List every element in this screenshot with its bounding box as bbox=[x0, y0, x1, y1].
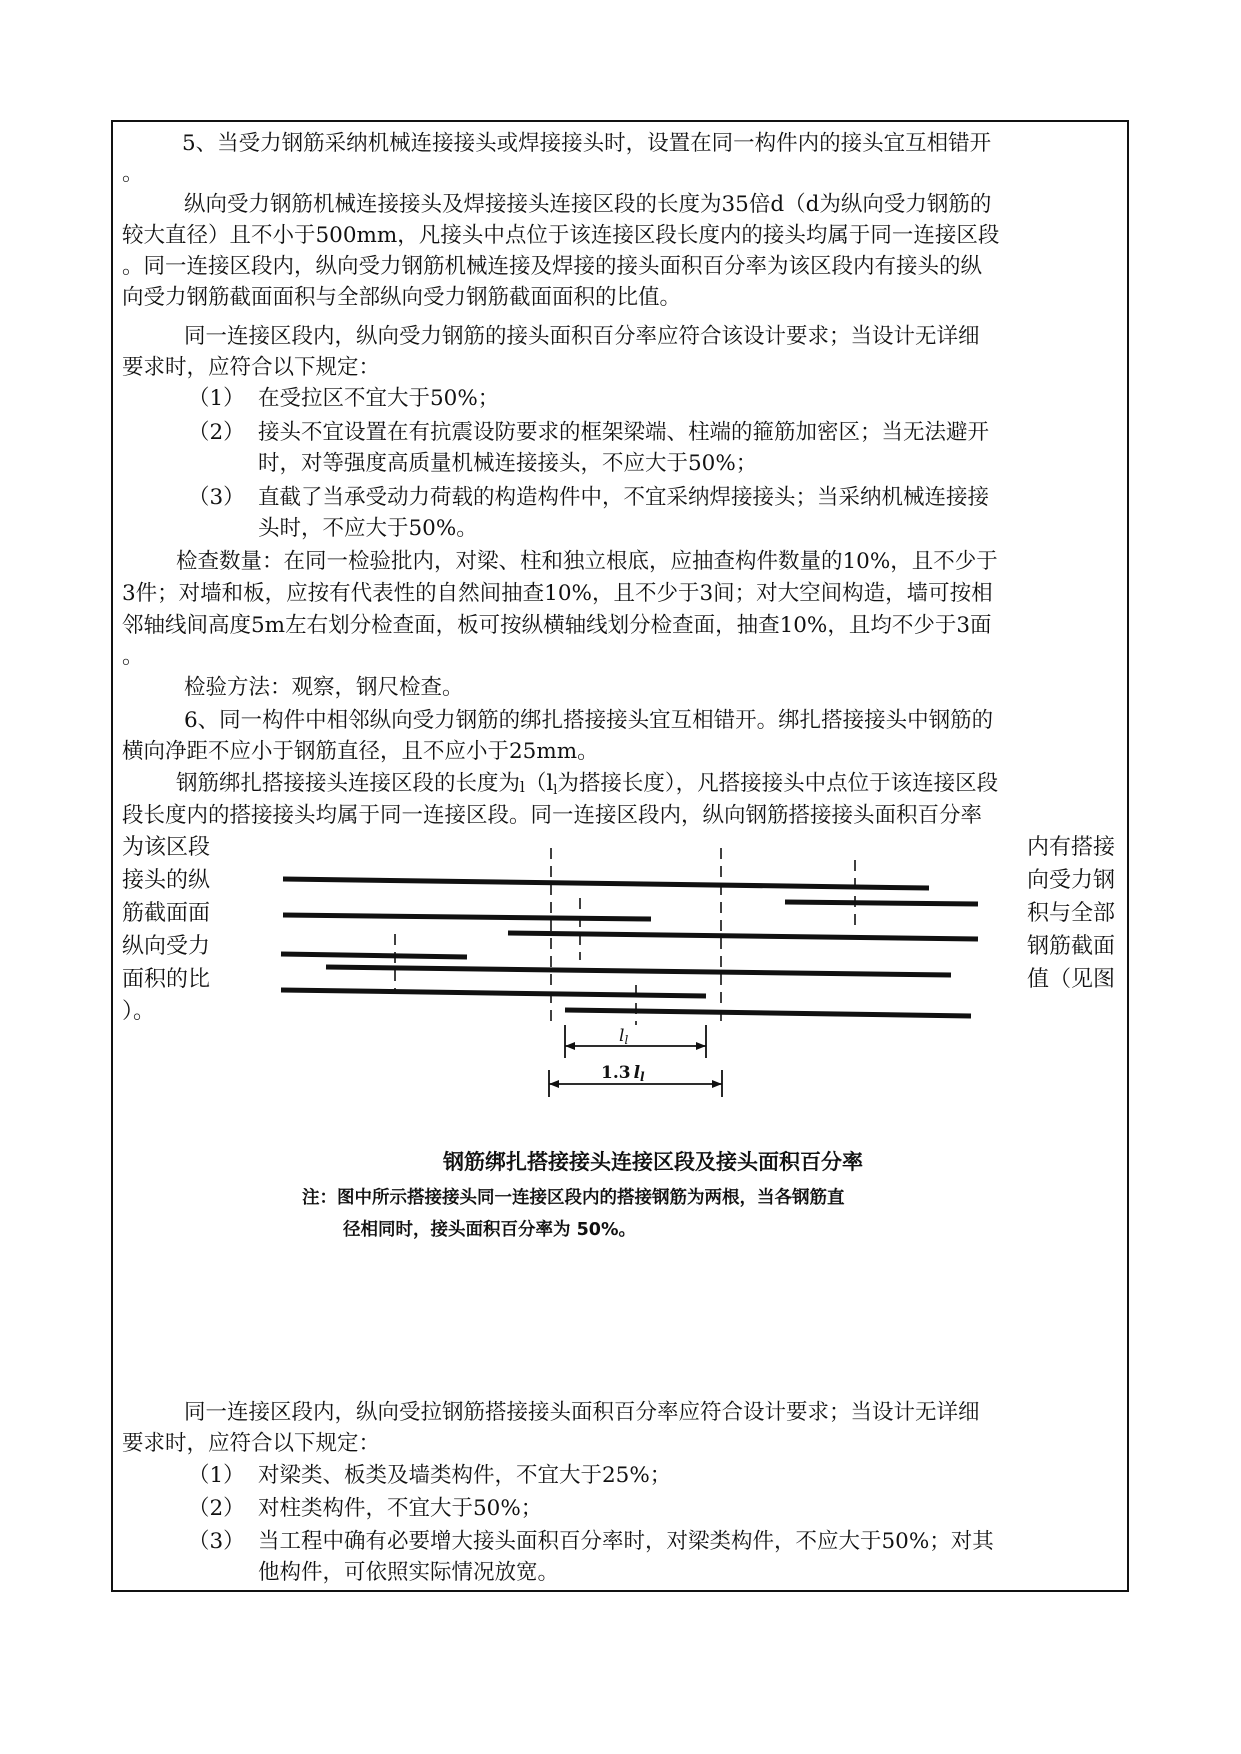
rebar-bar bbox=[326, 967, 951, 975]
check-quantity-line4: 。 bbox=[122, 644, 144, 669]
arrow-head bbox=[565, 1042, 575, 1050]
left-wrap-text: 接头的纵 bbox=[122, 868, 211, 893]
rebar-bar bbox=[283, 915, 651, 919]
rule-text: 在受拉区不宜大于50%； bbox=[258, 386, 500, 411]
rebar-bar bbox=[785, 902, 978, 904]
right-wrap-text: 向受力钢 bbox=[1027, 868, 1116, 893]
dim-label-l: ll bbox=[619, 1026, 629, 1047]
s5-p2-line3: 。同一连接区段内，纵向受力钢筋机械连接及焊接的接头面积百分率为该区段内有接头的纵 bbox=[122, 254, 983, 279]
rule-text: 接头不宜设置在有抗震设防要求的框架梁端、柱端的箍筋加密区；当无法避开 bbox=[258, 420, 990, 445]
rule-text: 头时，不应大于50%。 bbox=[258, 516, 478, 541]
right-wrap-text: 内有搭接 bbox=[1027, 835, 1116, 860]
rebar-bar bbox=[283, 879, 929, 888]
check-method: 检验方法：观察，钢尺检查。 bbox=[184, 675, 464, 700]
rebar-bar bbox=[281, 954, 467, 957]
s6-p2-line2: 段长度内的搭接接头均属于同一连接区段。同一连接区段内，纵向钢筋搭接接头面积百分率 bbox=[122, 803, 983, 828]
rule-text: 对柱类构件，不宜大于50%； bbox=[258, 1496, 543, 1521]
check-quantity-line2: 3件；对墙和板，应按有代表性的自然间抽查10%，且不少于3间；对大空间构造，墙可按相 bbox=[122, 581, 993, 606]
s6-p2-rest: 为搭接长度），凡搭接接头中点位于该连接区段 bbox=[557, 771, 999, 796]
rule-number: （3） bbox=[188, 1529, 245, 1554]
symbol-l: l bbox=[546, 771, 554, 796]
s5-p2-line4: 向受力钢筋截面面积与全部纵向受力钢筋截面面积的比值。 bbox=[122, 285, 682, 310]
s5-p2-line1: 纵向受力钢筋机械连接接头及焊接接头连接区段的长度为35倍d（d为纵向受力钢筋的 bbox=[184, 192, 992, 217]
right-wrap-text: 钢筋截面 bbox=[1027, 934, 1116, 959]
tail-p1-line2: 要求时，应符合以下规定： bbox=[122, 1431, 381, 1456]
rule-text: 对梁类、板类及墙类构件，不宜大于25%； bbox=[258, 1463, 672, 1488]
s5-p1-line1: 5、当受力钢筋采纳机械连接接头或焊接接头时，设置在同一构件内的接头宜互相错开 bbox=[182, 131, 992, 156]
symbol-l: l bbox=[520, 778, 525, 796]
s5-p3-line1: 同一连接区段内，纵向受力钢筋的接头面积百分率应符合该设计要求；当设计无详细 bbox=[184, 324, 980, 349]
rebar-bar bbox=[508, 933, 978, 939]
arrow-head bbox=[696, 1042, 706, 1050]
rule-number: （3） bbox=[188, 485, 245, 510]
right-wrap-text: 积与全部 bbox=[1027, 901, 1116, 926]
dim-label-13l: 1.3 ll bbox=[601, 1063, 645, 1084]
lap-splice-figure bbox=[270, 840, 990, 1100]
rebar-bar bbox=[281, 990, 706, 996]
arrow-head bbox=[712, 1080, 722, 1088]
figure-note-line2: 径相同时，接头面积百分率为 50%。 bbox=[343, 1220, 636, 1240]
rule-number: （1） bbox=[188, 1463, 245, 1488]
left-wrap-text: 面积的比 bbox=[122, 967, 211, 992]
rule-text: 当工程中确有必要增大接头面积百分率时，对梁类构件，不应大于50%；对其 bbox=[258, 1529, 994, 1554]
rule-number: （2） bbox=[188, 420, 245, 445]
rule-text: 直截了当承受动力荷载的构造构件中，不宜采纳焊接接头；当采纳机械连接接 bbox=[258, 485, 990, 510]
s6-p2-start: 钢筋绑扎搭接接头连接区段的长度为 bbox=[176, 771, 521, 796]
left-wrap-text: 纵向受力 bbox=[122, 934, 211, 959]
right-wrap-text: 值（见图 bbox=[1027, 967, 1116, 992]
s5-p1-line2: 。 bbox=[122, 161, 144, 186]
rule-text: 时，对等强度高质量机械连接接头，不应大于50%； bbox=[258, 451, 758, 476]
s6-p1-line2: 横向净距不应小于钢筋直径，且不应小于25mm。 bbox=[122, 739, 599, 764]
figure-caption: 钢筋绑扎搭接接头连接区段及接头面积百分率 bbox=[443, 1150, 863, 1174]
paren-open: （ bbox=[524, 771, 547, 796]
check-quantity-line1: 检查数量：在同一检验批内，对梁、柱和独立根底，应抽查构件数量的10%，且不少于 bbox=[176, 549, 998, 574]
left-wrap-text: 筋截面面 bbox=[122, 901, 211, 926]
rule-number: （1） bbox=[188, 386, 245, 411]
subscript-l: l bbox=[553, 783, 558, 798]
tail-p1-line1: 同一连接区段内，纵向受拉钢筋搭接接头面积百分率应符合设计要求；当设计无详细 bbox=[184, 1400, 980, 1425]
rule-number: （2） bbox=[188, 1496, 245, 1521]
rule-text: 他构件，可依照实际情况放宽。 bbox=[258, 1560, 560, 1585]
arrow-head bbox=[549, 1080, 559, 1088]
check-quantity-line3: 邻轴线间高度5m左右划分检查面，板可按纵横轴线划分检查面，抽查10%，且均不少于3面 bbox=[122, 613, 992, 638]
left-wrap-text: ）。 bbox=[122, 999, 156, 1024]
rebar-bar bbox=[565, 1010, 971, 1016]
left-wrap-text: 为该区段 bbox=[122, 835, 211, 860]
s6-p1-line1: 6、同一构件中相邻纵向受力钢筋的绑扎搭接接头宜互相错开。绑扎搭接接头中钢筋的 bbox=[184, 708, 994, 733]
figure-note-line1: 注：图中所示搭接接头同一连接区段内的搭接钢筋为两根，当各钢筋直 bbox=[302, 1188, 845, 1208]
s5-p3-line2: 要求时，应符合以下规定： bbox=[122, 355, 381, 380]
s5-p2-line2: 较大直径）且不小于500mm，凡接头中点位于该连接区段长度内的接头均属于同一连接区段 bbox=[122, 223, 1000, 248]
